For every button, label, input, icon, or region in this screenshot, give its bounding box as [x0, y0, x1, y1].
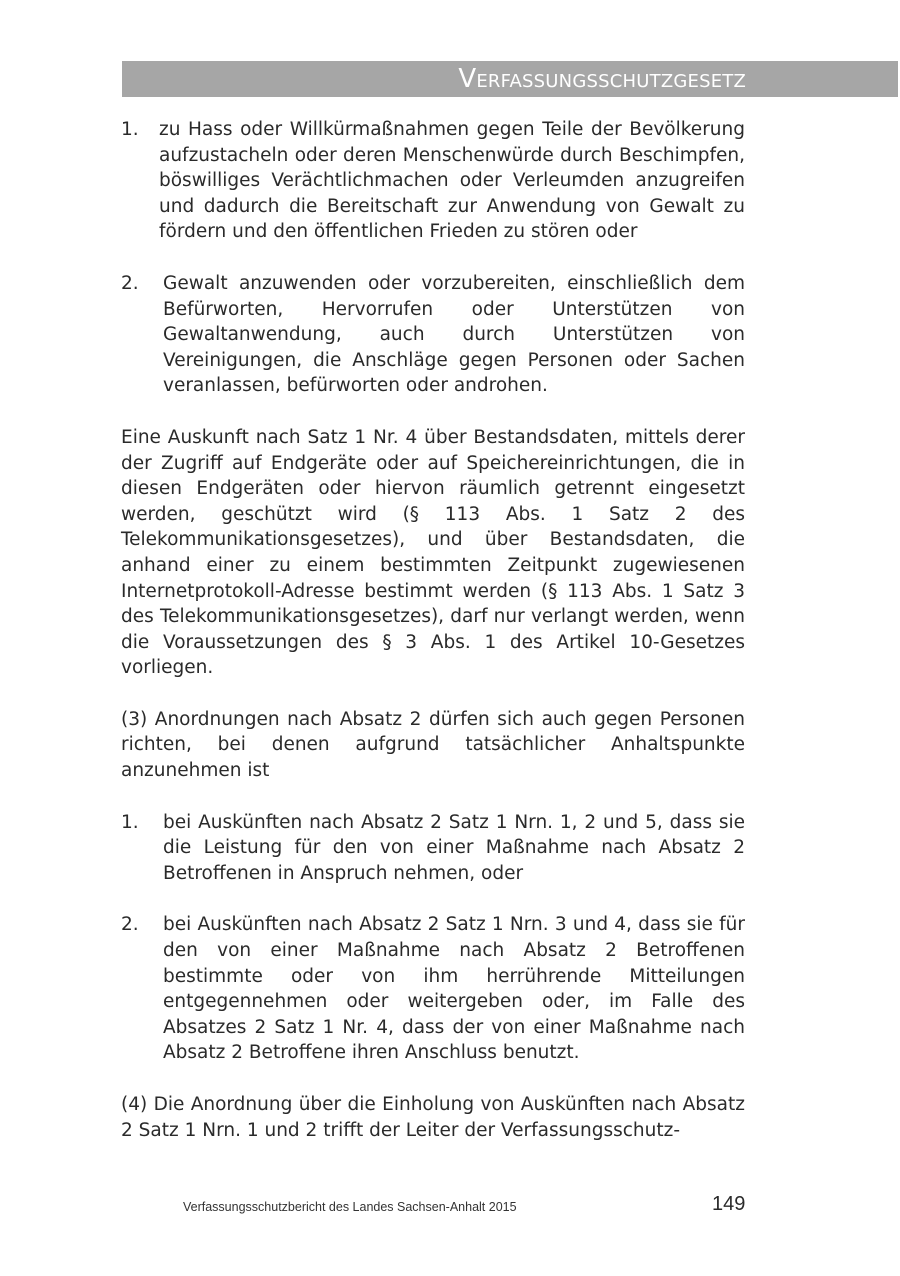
list-item [121, 271, 745, 399]
list-item-text: bei Auskünften nach Absatz 2 Satz 1 Nrn. 1, 2 und 5, dass sie die Leistung für den von einer Maßnahme nach Absatz 2 Betroffenen in Anspruch nehmen, oder [163, 811, 745, 884]
list-item-text: Gewalt anzuwenden oder vorzubereiten, einschließlich dem Befürworten, Hervorrufen oder Unterstützen von Gewaltanwendung, auch durch Unterstützen von Vereinigungen, die Anschläge gegen Personen oder Sachen veranlassen, befürworten oder androhen. [163, 272, 745, 397]
list-item [121, 912, 745, 1066]
list-item-number: 2. [121, 914, 139, 936]
running-header-title: Verfassungsschutzgesetz [458, 64, 746, 94]
list-item [121, 117, 745, 245]
list-item-text: bei Auskünften nach Absatz 2 Satz 1 Nrn. 3 und 4, dass sie für den von einer Maßnahme nach Absatz 2 Betroffenen bestimmte oder von ihm herrührende Mitteilungen entgegennehmen oder weitergeben oder, im Falle des Absatzes 2 Satz 1 Nr. 4, dass der von einer Maßnahme nach Absatz 2 Betroffene ihren Anschluss benutzt. [163, 914, 745, 1064]
paragraph-bestandsdaten: Eine Auskunft nach Satz 1 Nr. 4 über Bestandsdaten, mittels derer der Zugriff auf Endgeräte oder auf Speichereinrichtungen, die in diesen Endgeräten oder hiervon räumlich getrennt eingesetzt werden, geschützt wird (§ 113 Abs. 1 Satz 2 des Telekommunikationsgesetzes), und über Bestandsdaten, die anhand einer zu einem bestimmten Zeitpunkt zugewiesenen Internetprotokoll-Adresse bestimmt werden (§ 113 Abs. 1 Satz 3 des Telekommunikationsgesetzes), darf nur verlangt werden, wenn die Voraussetzungen des § 3 Abs. 1 des Artikel 10-Gesetzes vorliegen. [121, 426, 745, 679]
list-item-number: 2. [121, 272, 139, 294]
paragraph-absatz-4: (4) Die Anordnung über die Einholung von Auskünften nach Absatz 2 Satz 1 Nrn. 1 und 2 trifft der Leiter der Verfassungsschutz- [121, 1094, 745, 1141]
list-item-number: 1. [121, 119, 139, 140]
page-number: 149 [712, 1193, 746, 1215]
list-item-text: zu Hass oder Willkürmaßnahmen gegen Teile der Bevölkerung aufzustacheln oder deren Menschenwürde durch Beschimpfen, böswilliges Verächtlichmachen oder Verleumden anzugreifen und dadurch die Bereitschaft zur Anwendung von Gewalt zu fördern und den öffentlichen Frieden zu stören oder [159, 119, 745, 243]
list-item [121, 810, 745, 887]
paragraph-absatz-3: (3) Anordnungen nach Absatz 2 dürfen sich auch gegen Personen richten, bei denen aufgrund tatsächlicher Anhaltspunkte anzunehmen ist [121, 708, 745, 782]
page-content [121, 117, 745, 1143]
footer-publication-title: Verfassungsschutzbericht des Landes Sachsen-Anhalt 2015 [183, 1200, 517, 1214]
header-bar [122, 61, 898, 97]
list-item-number: 1. [121, 811, 139, 833]
